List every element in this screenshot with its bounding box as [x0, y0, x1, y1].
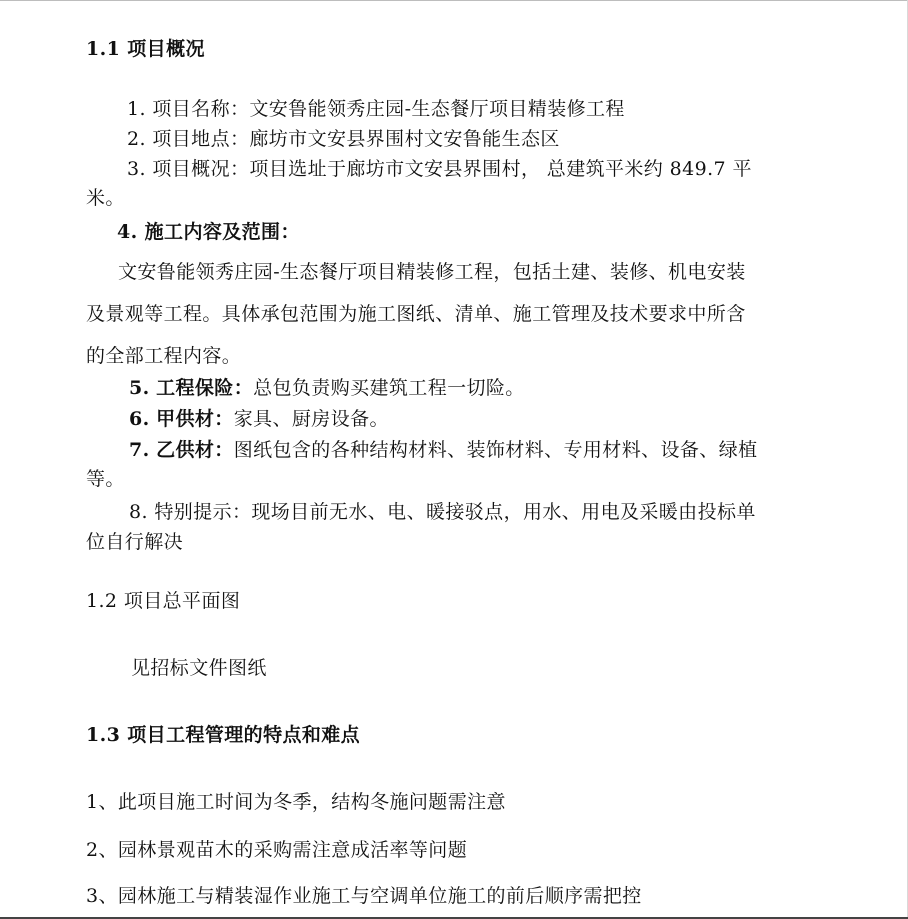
list-item-number: 6.: [129, 408, 150, 430]
list-item: 2、园林景观苗木的采购需注意成活率等问题: [86, 839, 468, 861]
list-item: 1、此项目施工时间为冬季，结构冬施问题需注意: [86, 791, 506, 813]
list-item-project-name: 1. 项目名称：文安鲁能领秀庄园-生态餐厅项目精装修工程: [127, 98, 625, 120]
list-item-insurance: [129, 376, 525, 400]
list-item-number: 7.: [129, 439, 150, 461]
list-item-label: 乙供材：: [156, 439, 234, 461]
list-item-special-note-cont: 位自行解决: [86, 531, 184, 553]
list-item-label: 工程保险：: [156, 377, 254, 399]
section-heading-1-1: 1.1 项目概况: [86, 38, 205, 60]
paragraph-scope-line-2: 及景观等工程。具体承包范围为施工图纸、清单、施工管理及技术要求中所含: [86, 303, 746, 325]
list-item-contractor-supplied-cont: 等。: [86, 468, 125, 490]
paragraph-scope-line-3: 的全部工程内容。: [86, 345, 242, 367]
section-1-2-text: 见招标文件图纸: [131, 657, 267, 679]
list-item-number: 5.: [129, 377, 150, 399]
section-heading-1-3: 1.3 项目工程管理的特点和难点: [86, 724, 361, 746]
list-item-text: 总包负责购买建筑工程一切险。: [253, 377, 525, 399]
page-top-border: [0, 0, 908, 1]
list-item-project-overview: 3. 项目概况：项目选址于廊坊市文安县界围村， 总建筑平米约 849.7 平: [127, 158, 752, 180]
list-item-special-note: 8. 特别提示：现场目前无水、电、暖接驳点，用水、用电及采暖由投标单: [129, 501, 756, 523]
list-item-contractor-supplied: [129, 438, 758, 462]
paragraph-scope-line-1: 文安鲁能领秀庄园-生态餐厅项目精装修工程，包括土建、装修、机电安装: [118, 261, 746, 283]
list-item-scope-heading: 4. 施工内容及范围：: [117, 221, 300, 243]
list-item-text: 家具、厨房设备。: [233, 408, 389, 430]
list-item-label: 甲供材：: [156, 408, 234, 430]
list-item-text: 图纸包含的各种结构材料、装饰材料、专用材料、设备、绿植: [233, 439, 758, 461]
list-item-owner-supplied: [129, 407, 389, 431]
list-item: 3、园林施工与精装湿作业施工与空调单位施工的前后顺序需把控: [86, 885, 642, 907]
list-item-project-location: 2. 项目地点：廊坊市文安县界围村文安鲁能生态区: [127, 128, 560, 150]
section-heading-1-2: 1.2 项目总平面图: [86, 590, 241, 612]
list-item-project-overview-cont: 米。: [86, 187, 125, 209]
